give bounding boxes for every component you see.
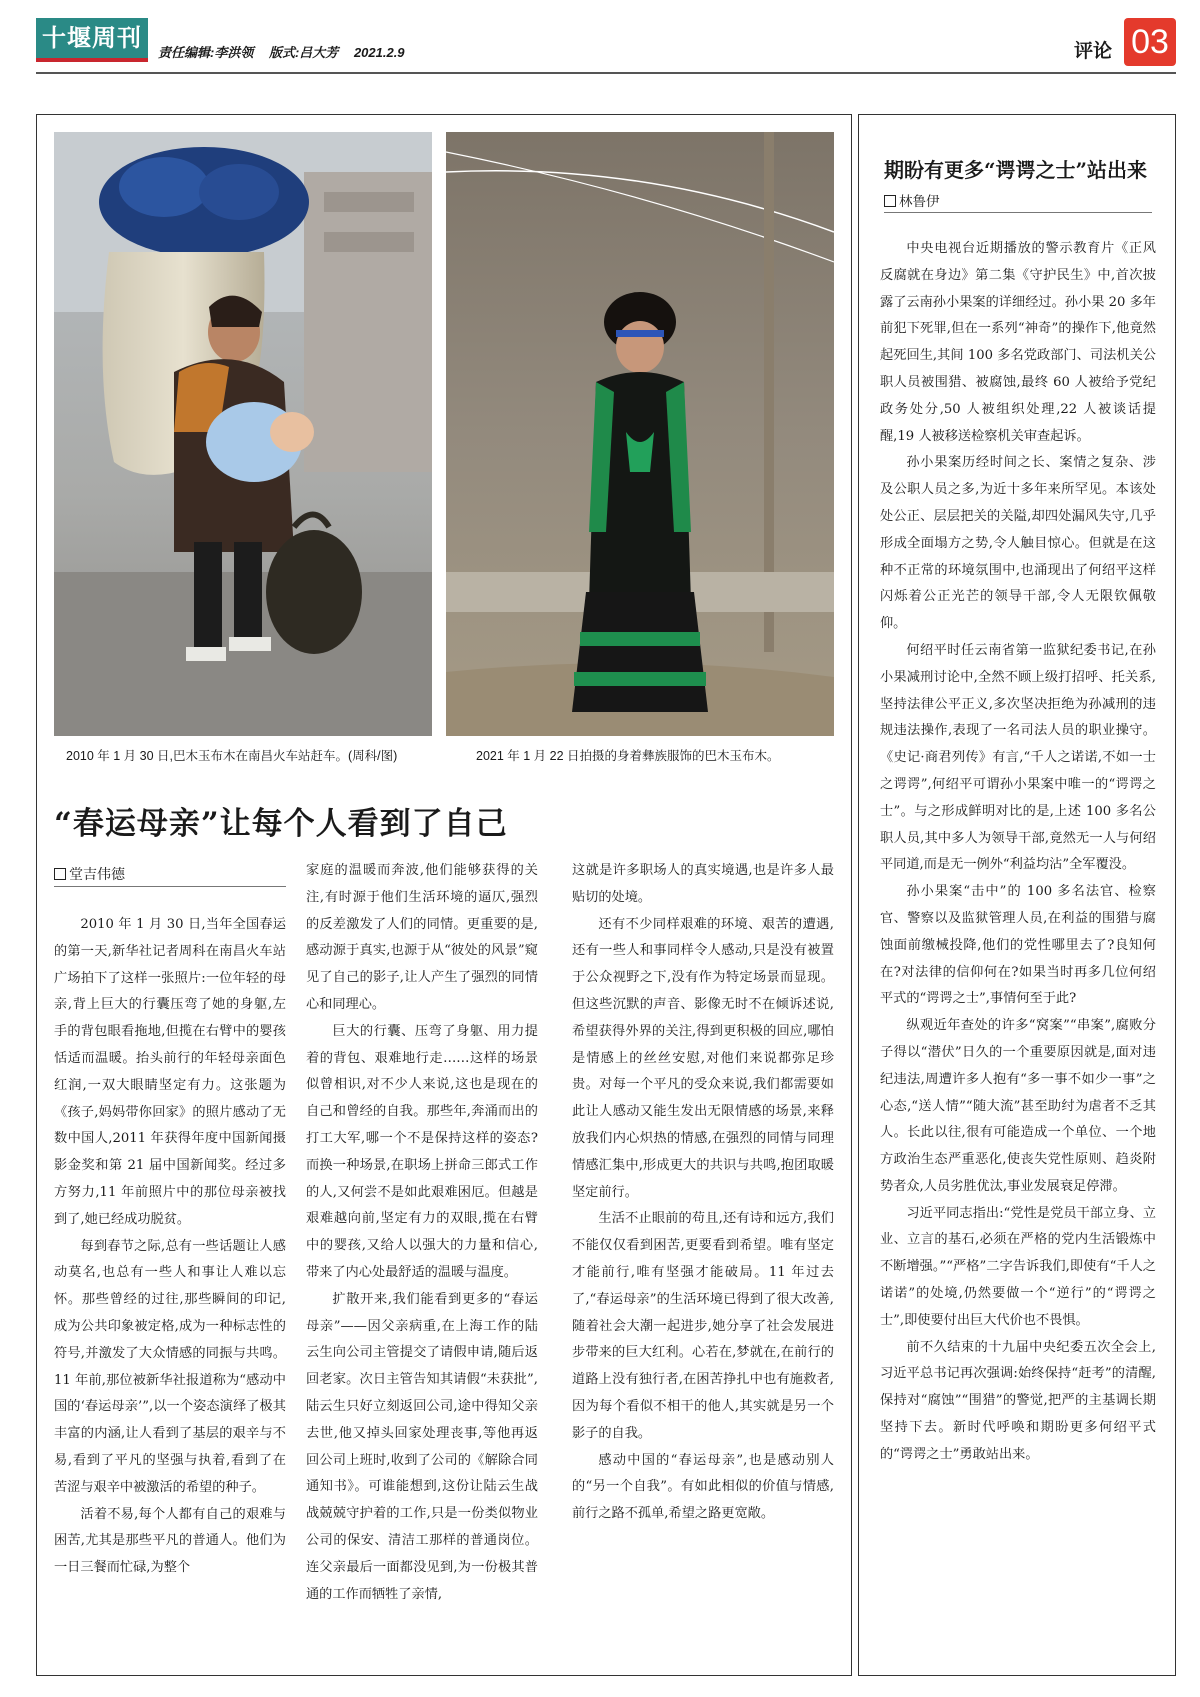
photo-mother-in-yi-costume (446, 132, 834, 736)
paragraph: 生活不止眼前的苟且,还有诗和远方,我们不能仅仅看到困苦,更要看到希望。唯有坚定才能前行,唯有坚强才能破局。11 年过去了,“春运母亲”的生活环境已得到了很大改善,随着社会大潮一起进步,她分享了社会发展进步带来的巨大红利。心若在,梦就在,在前行的道路上没有独行者,在困苦挣扎中也有施救者,因为每个看似不相干的他人,其实就是另一个影子的自我。 (572, 1211, 834, 1441)
paragraph: 活着不易,每个人都有自己的艰难与困苦,尤其是那些平凡的普通人。他们为一日三餐而忙碌,为整个 (54, 1506, 286, 1576)
left-photo-caption: 2010 年 1 月 30 日,巴木玉布木在南昌火车站赶车。(周科/图) (66, 749, 398, 763)
paragraph: 巨大的行囊、压弯了身躯、用力提着的背包、艰难地行走……这样的场景似曾相识,对不少人来说,这也是现在的自己和曾经的自我。那些年,奔涌而出的打工大军,哪一个不是保持这样的姿态?而换一种场景,在职场上拼命三郎式工作的人,又何尝不是如此艰难困厄。但越是艰难越向前,坚定有力的双眼,揽在右臂中的婴孩,又给人以强大的力量和信心,带来了内心处最舒适的温暖与温度。 (306, 1023, 538, 1280)
paragraph: 孙小果案“击中”的 100 多名法官、检察官、警察以及监狱管理人员,在利益的围猎与腐蚀面前缴械投降,他们的党性哪里去了?良知何在?对法律的信仰何在?如果当时再多几位何绍平式的“谔谔之士”,事情何至于此? (880, 884, 1156, 1007)
page-number: 03 (1124, 18, 1176, 66)
author-divider (54, 886, 286, 887)
sidebar-column (880, 236, 1156, 1662)
section-name: 评论 (1073, 40, 1112, 62)
article-column-3 (572, 858, 834, 1658)
article-headline: “春运母亲”让每个人看到了自己 (54, 806, 508, 842)
issue-date: 2021.2.9 (353, 45, 405, 60)
paragraph: 中央电视台近期播放的警示教育片《正风反腐就在身边》第二集《守护民生》中,首次披露了云南孙小果案的详细经过。孙小果 20 多年前犯下死罪,但在一系列“神奇”的操作下,他竟然起死回生,其间 100 多名党政部门、司法机关公职人员被围猎、被腐蚀,最终 60 人被给予党纪政务处分,50 人被组织处理,22 人被谈话提醒,19 人被移送检察机关审查起诉。 (880, 241, 1156, 444)
article-column-2 (306, 858, 538, 1658)
paragraph: 2010 年 1 月 30 日,当年全国春运的第一天,新华社记者周科在南昌火车站广场拍下了这样一张照片:一位年轻的母亲,背上巨大的行囊压弯了她的身躯,左手的背包眼看拖地,但揽在右臂中的婴孩恬适而温暖。抬头前行的年轻母亲面色红润,一双大眼睛坚定有力。这张题为《孩子,妈妈带你回家》的照片感动了无数中国人,2011 年获得年度中国新闻摄影金奖和第 21 届中国新闻奖。经过多方努力,11 年前照片中的那位母亲被找到了,她已经成功脱贫。 (54, 917, 286, 1227)
sidebar-author: 林鲁伊 (884, 190, 940, 210)
photo-mother-at-station (54, 132, 432, 736)
editor-credit: 责任编辑:李洪领 (158, 45, 254, 60)
sidebar-headline: 期盼有更多“谔谔之士”站出来 (884, 158, 1148, 182)
sidebar-author-divider (884, 212, 1152, 213)
header-rule (36, 72, 1176, 74)
paragraph: 扩散开来,我们能看到更多的“春运母亲”——因父亲病重,在上海工作的陆云生向公司主管提交了请假申请,随后返回老家。次日主管告知其请假“未获批”,陆云生只好立刻返回公司,途中得知父亲去世,他又掉头回家处理丧事,等他再返回公司上班时,收到了公司的《解除合同通知书》。可谁能想到,这份让陆云生战战兢兢守护着的工作,只是一份类似物业公司的保安、清洁工那样的普通岗位。连父亲最后一面都没见到,为一份极其普通的工作而牺牲了亲情, (306, 1291, 538, 1602)
paragraph: 家庭的温暖而奔波,他们能够获得的关注,有时源于他们生活环境的逼仄,强烈的反差激发了人们的同情。更重要的是,感动源于真实,也源于从“彼处的风景”窥见了自己的影子,让人产生了强烈的同情心和同理心。 (306, 863, 538, 1012)
article-author: 堂吉伟德 (54, 864, 125, 884)
article-column-1 (54, 912, 286, 1658)
paragraph: 感动中国的“春运母亲”,也是感动别人的“另一个自我”。有如此相似的价值与情感,前行之路不孤单,希望之路更宽敞。 (572, 1452, 834, 1522)
header-info (158, 42, 417, 61)
layout-credit: 版式:吕大芳 (268, 45, 339, 60)
paragraph: 这就是许多职场人的真实境遇,也是许多人最贴切的处境。 (572, 863, 834, 905)
paragraph: 孙小果案历经时间之长、案情之复杂、涉及公职人员之多,为近十多年来所罕见。本该处处公正、层层把关的关隘,却四处漏风失守,几乎形成全面塌方之势,令人触目惊心。但就是在这种不正常的环境氛围中,也涌现出了何绍平这样闪烁着公正光芒的领导干部,令人无限钦佩敬仰。 (880, 455, 1156, 632)
paragraph: 习近平同志指出:“党性是党员干部立身、立业、立言的基石,必须在严格的党内生活锻炼中不断增强。”“严格”二字告诉我们,即使有“千人之诺诺”的处境,仍然要做一个“逆行”的“谔谔之士”,即使要付出巨大代价也不畏惧。 (880, 1205, 1156, 1328)
page-header (36, 18, 1176, 72)
masthead-logo: 十堰周刊 (36, 18, 148, 58)
paragraph: 纵观近年查处的许多“窝案”“串案”,腐败分子得以“潜伏”日久的一个重要原因就是,面对违纪违法,周遭许多人抱有“多一事不如少一事”之心态,“送人情”“随大流”甚至助纣为虐者不乏其人。长此以往,很有可能造成一个单位、一个地方政治生态严重恶化,使丧失党性原则、趋炎附势者众,人员劣胜优汰,事业发展衰足停滞。 (880, 1018, 1156, 1194)
right-photo-caption: 2021 年 1 月 22 日拍摄的身着彝族服饰的巴木玉布木。 (476, 749, 780, 763)
paragraph: 每到春节之际,总有一些话题让人感动莫名,也总有一些人和事让人难以忘怀。那些曾经的过往,那些瞬间的印记,成为公共印象被定格,成为一种标志性的符号,并激发了大众情感的同振与共鸣。11 年前,那位被新华社报道称为“感动中国的‘春运母亲’”,以一个姿态演绎了极其丰富的内涵,让人看到了基层的艰辛与不易,看到了平凡的坚强与执着,看到了在苦涩与艰辛中被激活的希望的种子。 (54, 1238, 286, 1495)
paragraph: 何绍平时任云南省第一监狱纪委书记,在孙小果减刑讨论中,全然不顾上级打招呼、托关系,坚持法律公平正义,多次坚决拒绝为孙减刑的违规违法操作,表现了一名司法人员的职业操守。《史记·商君列传》有言,“千人之诺诺,不如一士之谔谔”,何绍平可谓孙小果案中唯一的“谔谔之士”。与之形成鲜明对比的是,上述 100 多名公职人员,其中多人为领导干部,竟然无一人与何绍平同道,而是无一例外“利益均沾”全军覆没。 (880, 642, 1156, 873)
paragraph: 前不久结束的十九届中央纪委五次全会上,习近平总书记再次强调:始终保持“赶考”的清醒,保持对“腐蚀”“围猎”的警觉,把严的主基调长期坚持下去。新时代呼唤和期盼更多何绍平式的“谔谔之士”勇敢站出来。 (880, 1339, 1156, 1462)
paragraph: 还有不少同样艰难的环境、艰苦的遭遇,还有一些人和事同样令人感动,只是没有被置于公众视野之下,没有作为特定场景而显现。但这些沉默的声音、影像无时不在倾诉述说,希望获得外界的关注,得到更积极的回应,哪怕是情感上的丝丝安慰,对他们来说都弥足珍贵。对每一个平凡的受众来说,我们都需要如此让人感动又能生发出无限情感的场景,来释放我们内心炽热的情感,在强烈的同情与同理情感汇集中,形成更大的共识与共鸣,抱团取暖坚定前行。 (572, 916, 834, 1200)
